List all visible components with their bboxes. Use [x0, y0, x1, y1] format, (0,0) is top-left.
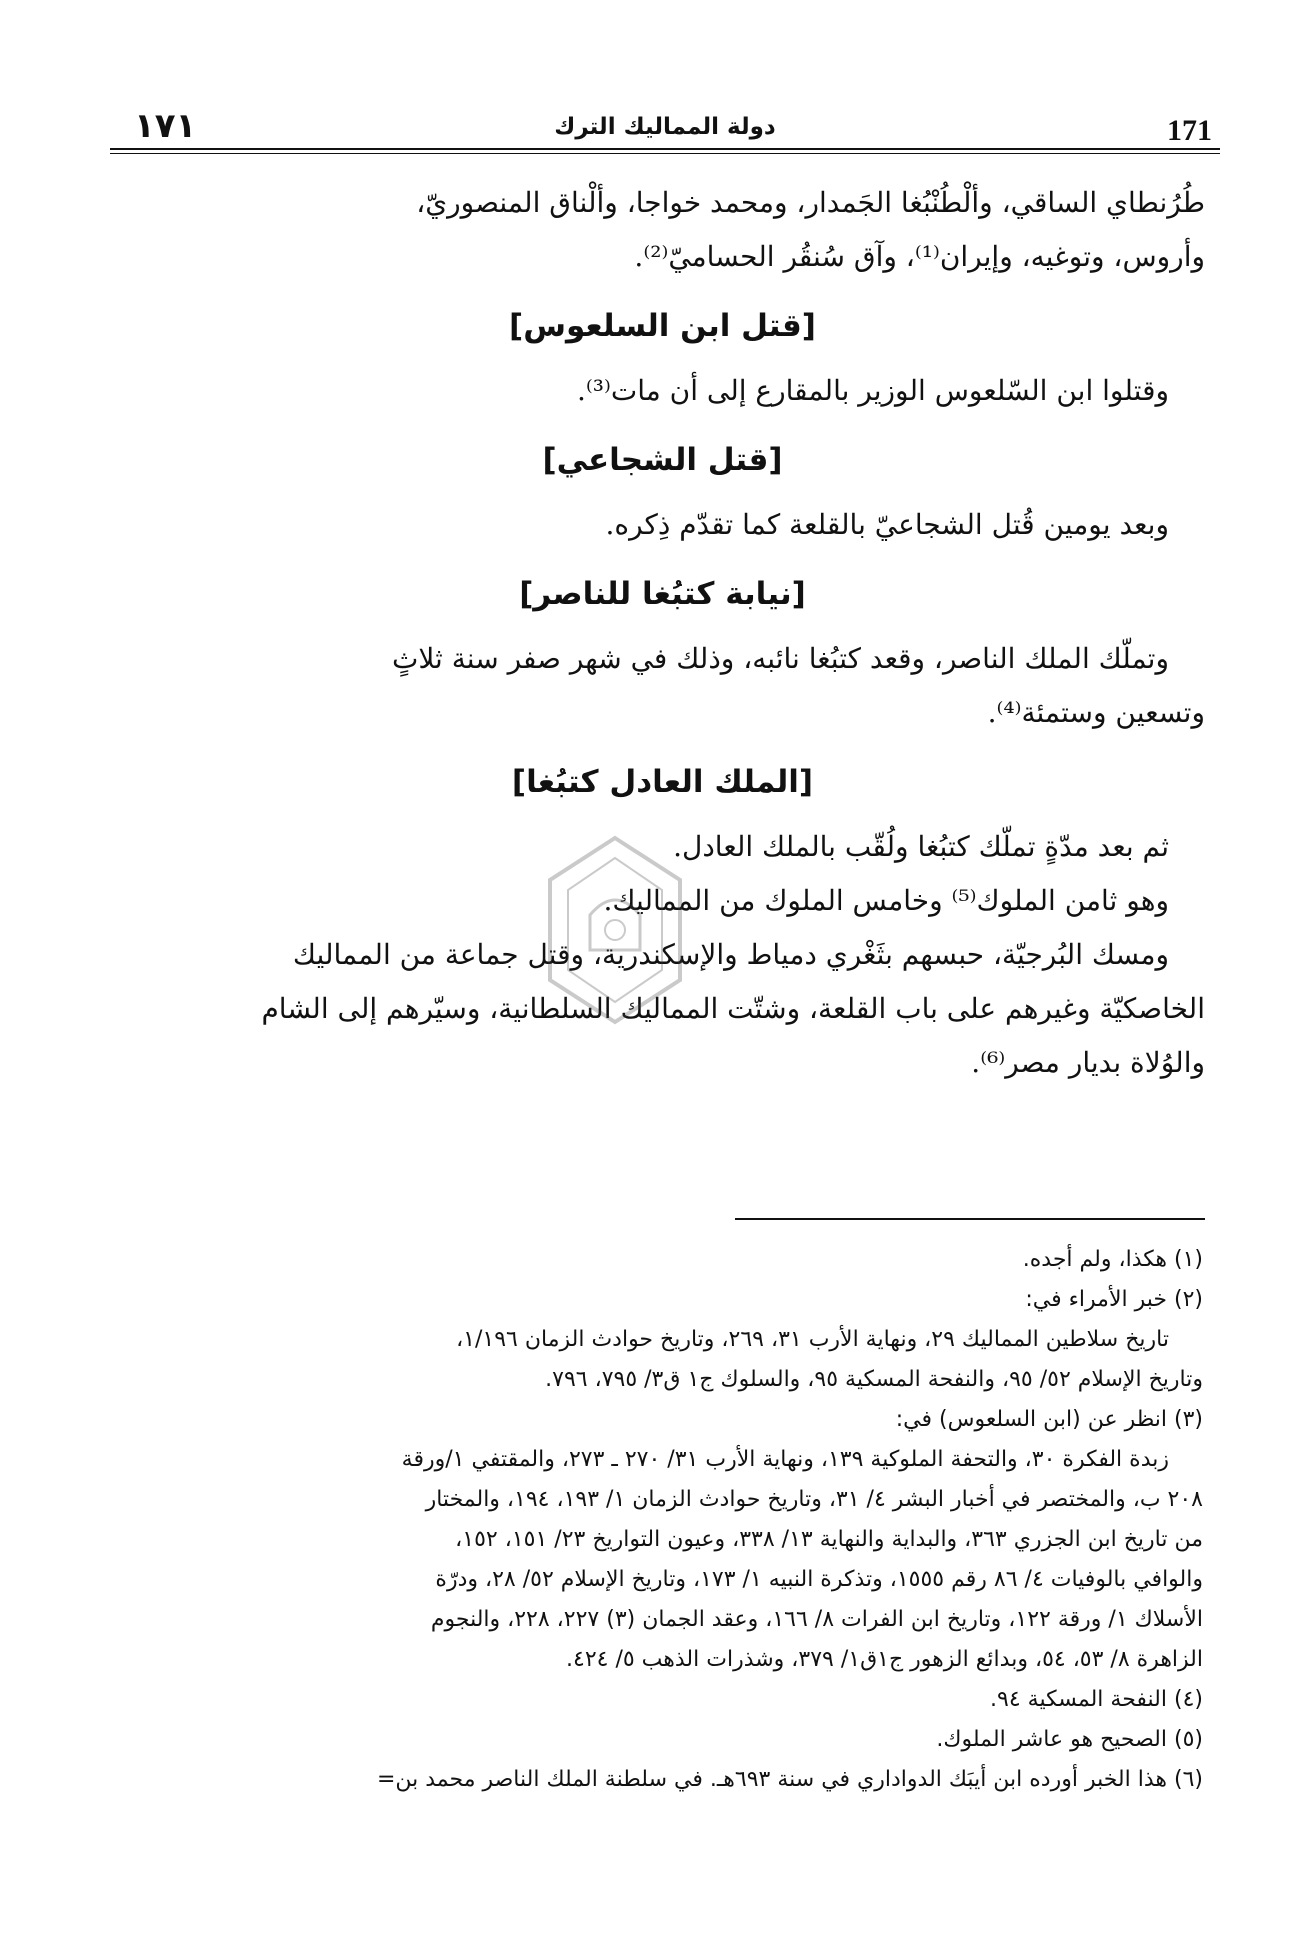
section-heading: [نيابة كتبُغا للناصر]	[519, 576, 806, 612]
footnote-3-text: ٢٠٨ ب، والمختصر في أخبار البشر ٤/ ٣١، وتاريخ حوادث الزمان ١/ ١٩٣، ١٩٤، والمختار	[425, 1487, 1203, 1512]
text-line: وتملّك الملك الناصر، وقعد كتبُغا نائبه، وذلك في شهر صفر سنة ثلاثٍ	[391, 642, 1169, 675]
footnote-3-text: زبدة الفكرة ٣٠، والتحفة الملوكية ١٣٩، ونهاية الأرب ٣١/ ٢٧٠ ـ ٢٧٣، والمقتفي ١/ورقة	[401, 1447, 1169, 1472]
text-line: وقتلوا ابن السّلعوس الوزير بالمقارع إلى أن مات⁽³⁾.	[576, 374, 1169, 407]
section-heading: [قتل الشجاعي]	[542, 442, 783, 478]
running-title: دولة المماليك الترك	[554, 114, 776, 140]
footnote-3-text: من تاريخ ابن الجزري ٣٦٣، والبداية والنهاية ١٣/ ٣٣٨، وعيون التواريخ ٢٣/ ١٥١، ١٥٢،	[455, 1527, 1203, 1552]
text-line: ثم بعد مدّةٍ تملّك كتبُغا ولُقّب بالملك العادل.	[673, 830, 1169, 863]
text-line: والوُلاة بديار مصر⁽⁶⁾.	[971, 1046, 1205, 1079]
footnote-3: (٣) انظر عن (ابن السلعوس) في:	[895, 1407, 1203, 1432]
text-line: وأروس، وتوغيه، وإيران⁽¹⁾، وآق سُنقُر الحساميّ⁽²⁾.	[634, 240, 1205, 273]
section-heading: [قتل ابن السلعوس]	[509, 308, 816, 344]
footnote-separator	[735, 1218, 1205, 1220]
footnote-2-text: وتاريخ الإسلام ٥٢/ ٩٥، والنفحة المسكية ٩٥، والسلوك ج١ ق٣/ ٧٩٥، ٧٩٦.	[545, 1367, 1203, 1392]
section-heading: [الملك العادل كتبُغا]	[511, 764, 814, 800]
footnote-3-text: والوافي بالوفيات ٤/ ٨٦ رقم ١٥٥٥، وتذكرة النبيه ١/ ١٧٣، وتاريخ الإسلام ٥٢/ ٢٨، ودرّة	[435, 1567, 1203, 1592]
footnote-1: (١) هكذا، ولم أجده.	[1022, 1247, 1203, 1272]
footnotes	[105, 1240, 1203, 1800]
footnote-5: (٥) الصحيح هو عاشر الملوك.	[936, 1727, 1203, 1752]
footnote-2-text: تاريخ سلاطين المماليك ٢٩، ونهاية الأرب ٣١، ٢٦٩، وتاريخ حوادث الزمان ١/١٩٦،	[456, 1327, 1169, 1352]
footnote-3-text: الزاهرة ٨/ ٥٣، ٥٤، وبدائع الزهور ج١ق١/ ٣٧٩، وشذرات الذهب ٥/ ٤٢٤.	[566, 1647, 1203, 1672]
text-line: وتسعين وستمئة⁽⁴⁾.	[987, 696, 1205, 729]
text-line: طُرُنطاي الساقي، وألْطُنْبُغا الجَمدار، ومحمد خواجا، وألْناق المنصوريّ،	[416, 186, 1205, 219]
header-rule-thin	[110, 153, 1220, 154]
running-header	[110, 100, 1220, 150]
footnote-2: (٢) خبر الأمراء في:	[1025, 1287, 1203, 1312]
text-line: ومسك البُرجيّة، حبسهم بثَغْري دمياط والإسكندرية، وقتل جماعة من المماليك	[292, 938, 1169, 971]
footnote-4: (٤) النفحة المسكية ٩٤.	[990, 1687, 1203, 1712]
text-line: الخاصكيّة وغيرهم على باب القلعة، وشتّت المماليك السلطانية، وسيّرهم إلى الشام	[261, 992, 1205, 1025]
library-stamp-watermark	[530, 830, 700, 1030]
page-number-latin: 171	[1167, 114, 1212, 147]
header-rule	[110, 148, 1220, 150]
footnote-3-text: الأسلاك ١/ ورقة ١٢٢، وتاريخ ابن الفرات ٨/ ١٦٦، وعقد الجمان (٣) ٢٢٧، ٢٢٨، والنجوم	[430, 1607, 1203, 1632]
text-line: وهو ثامن الملوك⁽⁵⁾ وخامس الملوك من المماليك.	[603, 884, 1169, 917]
text-line: وبعد يومين قُتل الشجاعيّ بالقلعة كما تقدّم ذِكره.	[605, 508, 1169, 541]
page-number-arabic: ١٧١	[134, 106, 197, 146]
footnote-6: (٦) هذا الخبر أورده ابن أيبَك الدواداري في سنة ٦٩٣هـ. في سلطنة الملك الناصر محمد بن=	[376, 1767, 1203, 1792]
